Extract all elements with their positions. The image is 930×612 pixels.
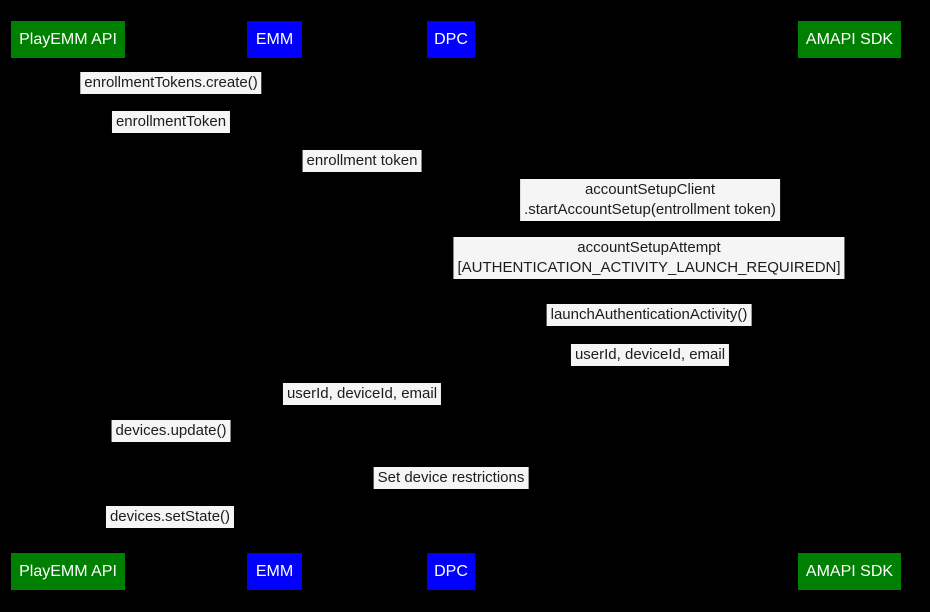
participant-dpc-top: DPC — [427, 21, 475, 58]
lifeline-emm — [274, 58, 275, 553]
message-enrollment-tokens-create — [80, 72, 261, 94]
message-account-setup-attempt — [453, 237, 844, 279]
message-enrollment-token-return — [112, 111, 230, 133]
lifeline-amapi-sdk — [849, 58, 850, 553]
participant-amapi-sdk-bottom: AMAPI SDK — [798, 553, 901, 590]
message-line: [AUTHENTICATION_ACTIVITY_LAUNCH_REQUIREDN] — [457, 259, 841, 276]
message-devices-update — [112, 420, 231, 442]
participant-playemm-api-top: PlayEMM API — [11, 21, 125, 58]
message-launch-authentication-activity — [547, 304, 752, 326]
message-set-device-restrictions — [374, 467, 529, 489]
message-start-account-setup — [520, 179, 780, 221]
message-line: devices.setState() — [109, 508, 231, 525]
message-line: .startAccountSetup(entrollment token) — [524, 201, 776, 218]
message-line: devices.update() — [115, 422, 227, 439]
message-line: userId, deviceId, email — [286, 385, 438, 402]
message-line: accountSetupClient — [584, 181, 716, 198]
message-userid-deviceid-email-left — [283, 383, 441, 405]
message-line: launchAuthenticationActivity() — [550, 306, 748, 323]
message-userid-deviceid-email-right — [571, 344, 729, 366]
participant-emm-top: EMM — [247, 21, 302, 58]
message-line: enrollmentTokens.create() — [84, 74, 258, 91]
message-enrollment-token — [303, 150, 422, 172]
participant-amapi-sdk-top: AMAPI SDK — [798, 21, 901, 58]
message-line: Set device restrictions — [377, 469, 525, 486]
participant-playemm-api-bottom: PlayEMM API — [11, 553, 125, 590]
participant-dpc-bottom: DPC — [427, 553, 475, 590]
participant-emm-bottom: EMM — [247, 553, 302, 590]
lifeline-playemm-api — [68, 58, 69, 553]
message-line: enrollmentToken — [115, 113, 227, 130]
message-line: accountSetupAttempt — [577, 239, 721, 256]
message-line: enrollment token — [306, 152, 418, 169]
message-line: userId, deviceId, email — [574, 346, 726, 363]
message-devices-set-state — [106, 506, 234, 528]
